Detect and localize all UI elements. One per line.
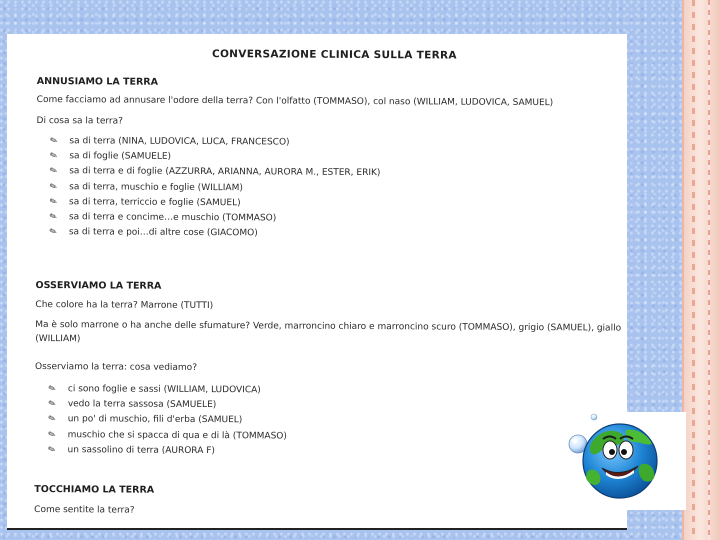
- section-1-answer-list: [50, 134, 381, 242]
- answer-text: vedo la terra sassosa (SAMUELE): [67, 399, 217, 411]
- leaf-bullet-icon: ✎: [48, 165, 60, 178]
- answer-text: ci sono foglie e sassi (WILLIAM, LUDOVICA): [67, 384, 261, 396]
- section-1-question-2: Di cosa sa la terra?: [36, 115, 123, 127]
- document-title: CONVERSAZIONE CLINICA SULLA TERRA: [211, 48, 457, 62]
- list-item: [49, 382, 287, 399]
- section-heading-osserviamo: OSSERVIAMO LA TERRA: [35, 279, 162, 292]
- leaf-bullet-icon: ✎: [47, 383, 58, 396]
- leaf-bullet-icon: ✎: [47, 413, 58, 426]
- section-2-answer-list: [48, 382, 287, 459]
- list-item: [49, 428, 287, 445]
- answer-text: sa di terra (NINA, LUDOVICA, LUCA, FRANCESCO): [69, 136, 290, 148]
- section-heading-annusiamo: ANNUSIAMO LA TERRA: [36, 75, 159, 88]
- section-1-question-1: Come facciamo ad annusare l'odore della terra? Con l'olfatto (TOMMASO), col naso (WILLIAM, LUDOVICA, SAMUEL): [36, 94, 554, 109]
- answer-text: sa di terra e poi…di altre cose (GIACOMO): [68, 227, 258, 239]
- leaf-bullet-icon: ✎: [47, 398, 58, 411]
- smiling-earth-icon: [562, 412, 686, 510]
- answer-text: sa di terra, muschio e foglie (WILLIAM): [69, 181, 243, 193]
- leaf-bullet-icon: ✎: [47, 429, 58, 442]
- section-2-question-2: Ma è solo marrone o ha anche delle sfumature? Verde, marroncino chiaro e marroncino scuro (TOMMASO), grigio (SAMUEL), giallo (WILLIAM): [35, 319, 622, 345]
- leaf-bullet-icon: ✎: [48, 196, 59, 209]
- list-item: [48, 443, 286, 460]
- answer-text: un sassolino di terra (AURORA F): [67, 445, 215, 456]
- list-item: [49, 412, 287, 429]
- earth-illustration: [562, 412, 686, 510]
- leaf-bullet-icon: ✎: [48, 226, 59, 239]
- section-heading-tocchiamo: TOCCHIAMO LA TERRA: [34, 483, 155, 496]
- leaf-bullet-icon: ✎: [46, 444, 58, 457]
- list-item: [50, 225, 380, 242]
- section-2-question-1: Che colore ha la terra? Marrone (TUTTI): [35, 299, 214, 312]
- document-content: [34, 48, 627, 516]
- leaf-bullet-icon: ✎: [48, 211, 59, 224]
- leaf-bullet-icon: ✎: [48, 135, 60, 148]
- document-sheet: [7, 34, 627, 530]
- answer-text: sa di terra, terriccio e foglie (SAMUEL): [69, 197, 241, 209]
- list-item: [49, 397, 287, 414]
- leaf-bullet-icon: ✎: [48, 150, 60, 163]
- decorative-side-band: [682, 0, 720, 540]
- answer-text: sa di terra e concime…e muschio (TOMMASO): [68, 212, 277, 224]
- answer-text: sa di terra e di foglie (AZZURRA, ARIANNA, AURORA M., ESTER, ERIK): [69, 166, 381, 179]
- answer-text: un po' di muschio, fili d'erba (SAMUEL): [67, 414, 243, 426]
- section-2-question-3: Osserviamo la terra: cosa vediamo?: [35, 361, 198, 373]
- leaf-bullet-icon: ✎: [48, 181, 60, 194]
- section-3-question-1: Come sentite la terra?: [34, 504, 135, 516]
- answer-text: muschio che si spacca di qua e di là (TOMMASO): [67, 429, 287, 442]
- answer-text: sa di foglie (SAMUELE): [69, 151, 172, 163]
